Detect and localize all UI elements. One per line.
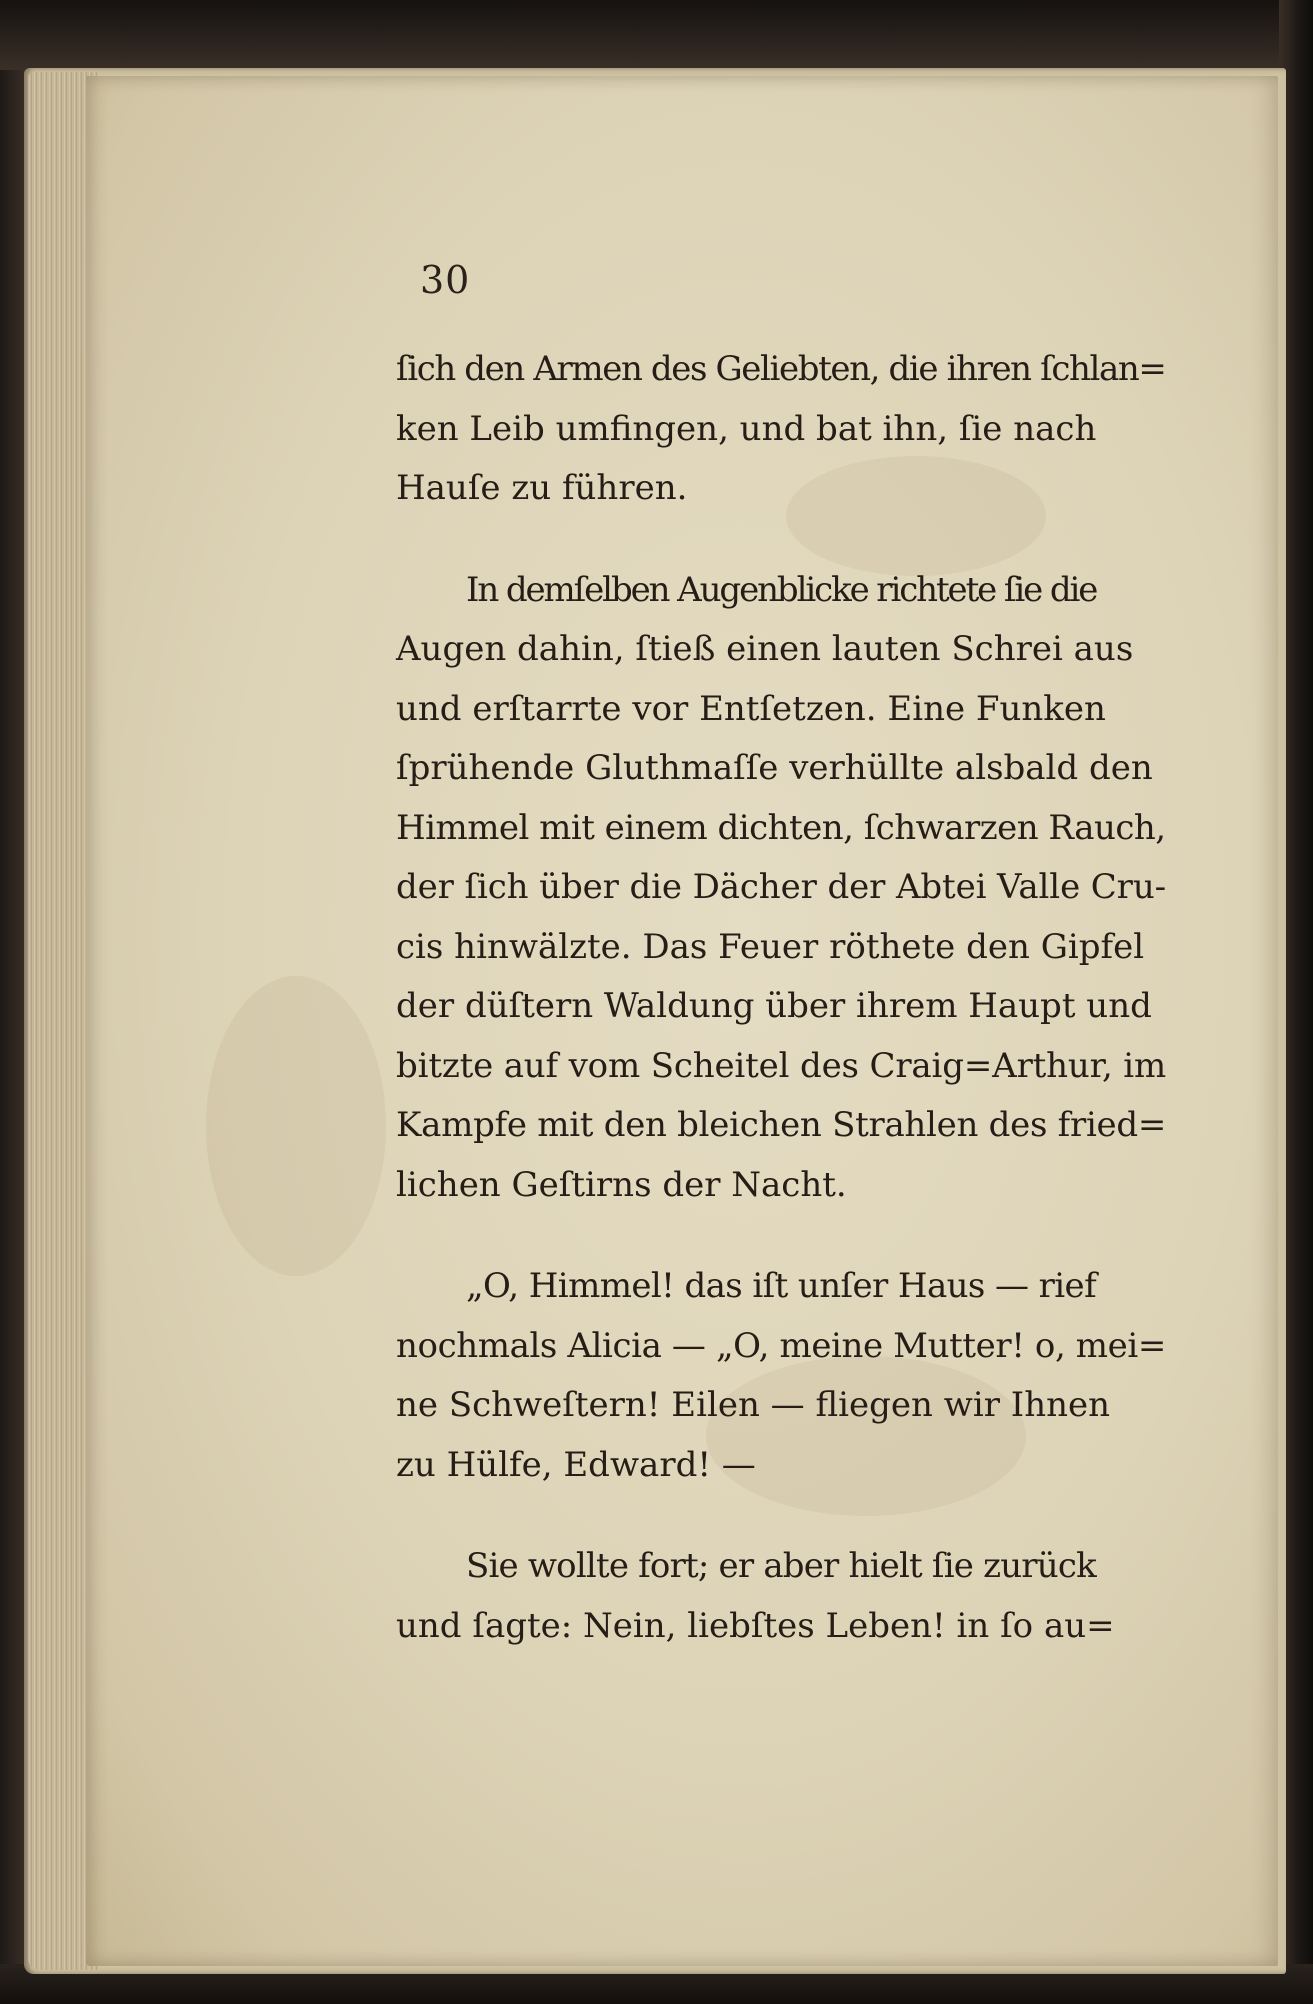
paragraph-3 (396, 1257, 1166, 1495)
text-line: und erſtarrte vor Entſetzen. Eine Funken (396, 688, 1106, 729)
text-line: cis hinwälzte. Das Feuer röthete den Gipfel (396, 926, 1145, 967)
text-line: ne Schweſtern! Eilen — fliegen wir Ihnen (396, 1385, 1111, 1425)
text-line: der ſich über die Dächer der Abtei Valle Cru- (396, 867, 1166, 907)
paragraph-1 (396, 340, 1166, 519)
text-line: ſich den Armen des Geliebten, die ihren ſchlan= (396, 349, 1166, 389)
text-line: lichen Geſtirns der Nacht. (396, 1164, 847, 1205)
text-line: Himmel mit einem dichten, ſchwarzen Rauch, (396, 807, 1166, 848)
text-line: Kampfe mit den bleichen Strahlen des fried= (396, 1105, 1167, 1145)
text-line: und ſagte: Nein, liebſtes Leben! in ſo au= (396, 1605, 1115, 1646)
text-line: der düſtern Waldung über ihrem Haupt und (396, 986, 1152, 1026)
text-line: Hauſe zu führen. (396, 468, 688, 508)
paper-stain (206, 976, 386, 1276)
paragraph-2 (396, 561, 1166, 1216)
text-line: „O, Himmel! das iſt unſer Haus — rief (466, 1266, 1097, 1306)
text-line: ſprühende Gluthmaſſe verhüllte alsbald den (396, 748, 1153, 788)
paragraph-4 (396, 1537, 1166, 1656)
body-text (396, 340, 1166, 1656)
text-line: bitzte auf vom Scheitel des Craig=Arthur, im (396, 1045, 1167, 1086)
text-line: Sie wollte fort; er aber hielt ſie zurück (466, 1546, 1096, 1586)
book-cover-top-edge (0, 0, 1313, 70)
text-line: ken Leib umfingen, und bat ihn, ſie nach (396, 408, 1097, 449)
text-line: zu Hülfe, Edward! — (396, 1444, 756, 1485)
text-line: nochmals Alicia — „O, meine Mutter! o, mei= (396, 1325, 1166, 1366)
text-line: In demſelben Augenblicke richtete ſie die (466, 569, 1097, 610)
page-number: 30 (420, 258, 471, 302)
text-line: Augen dahin, ſtieß einen lauten Schrei aus (396, 629, 1134, 669)
